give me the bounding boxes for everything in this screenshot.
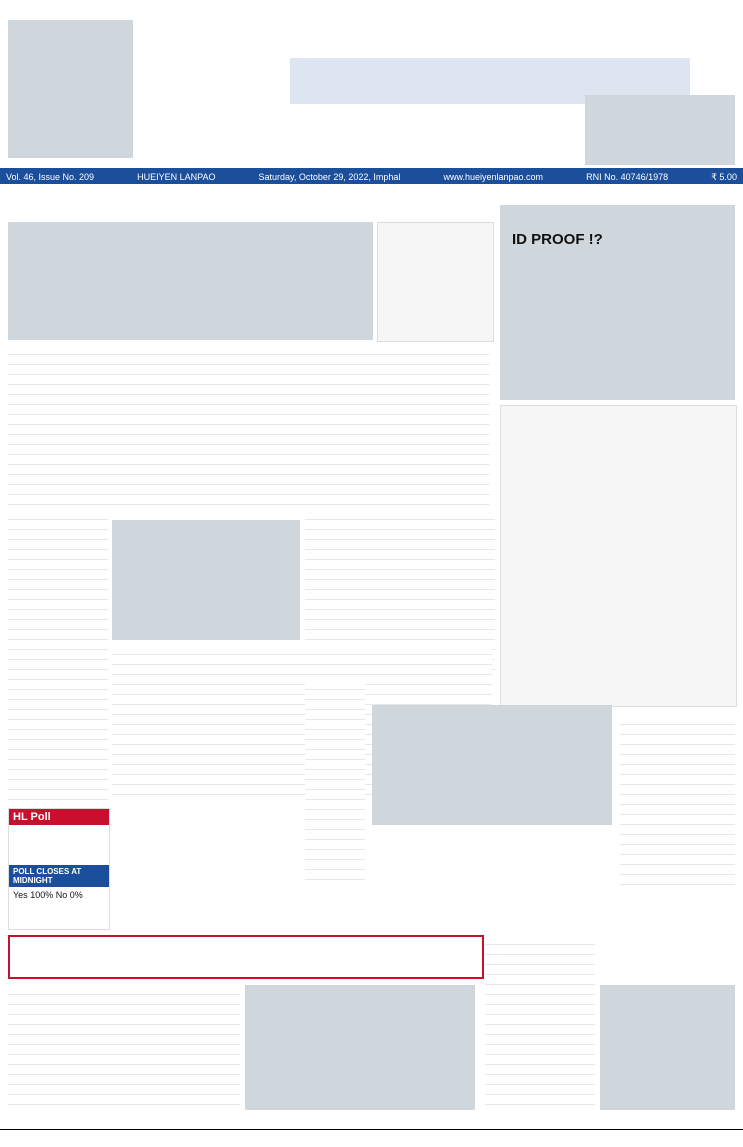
cartoon [500,205,735,400]
masthead-photo-left [8,20,133,158]
cartoon-caption: ID PROOF !? [512,231,603,248]
masthead-title [120,8,620,108]
shah-story [500,405,737,707]
poll-yes-value: 100% [30,890,54,900]
date: Saturday, October 29, 2022, Imphal [258,172,401,182]
poll-closes: POLL CLOSES AT MIDNIGHT [9,865,109,887]
father-headline-box [8,935,484,979]
hl-poll [8,808,110,930]
programme-story [305,680,365,880]
field-photo [112,520,300,640]
lead-photo [8,222,373,340]
covid-story [620,715,735,885]
poll-yes-label: Yes [13,890,28,900]
footer [0,1129,743,1147]
masthead-photo-right [585,95,735,165]
lead-body [8,345,490,505]
side-headline [377,222,494,342]
volume: Vol. 46, Issue No. 209 [6,172,95,182]
left-brief-column [8,510,108,800]
event-photo [245,985,475,1110]
price: ₹ 5.00 [711,171,737,182]
river-photo [372,705,612,825]
paper-name: HUEIYEN LANPAO [137,172,216,182]
memorial-photo [600,985,735,1110]
bomb-story [485,935,595,1110]
info-bar [0,170,743,184]
father-story-body [8,985,240,1110]
website: www.hueiyenlanpao.com [443,172,544,182]
poll-no-value: 0% [69,890,83,900]
poll-no-label: No [55,890,68,900]
rni: RNI No. 40746/1978 [586,172,669,182]
poll-title: HL Poll [9,809,109,825]
masthead [0,0,743,170]
